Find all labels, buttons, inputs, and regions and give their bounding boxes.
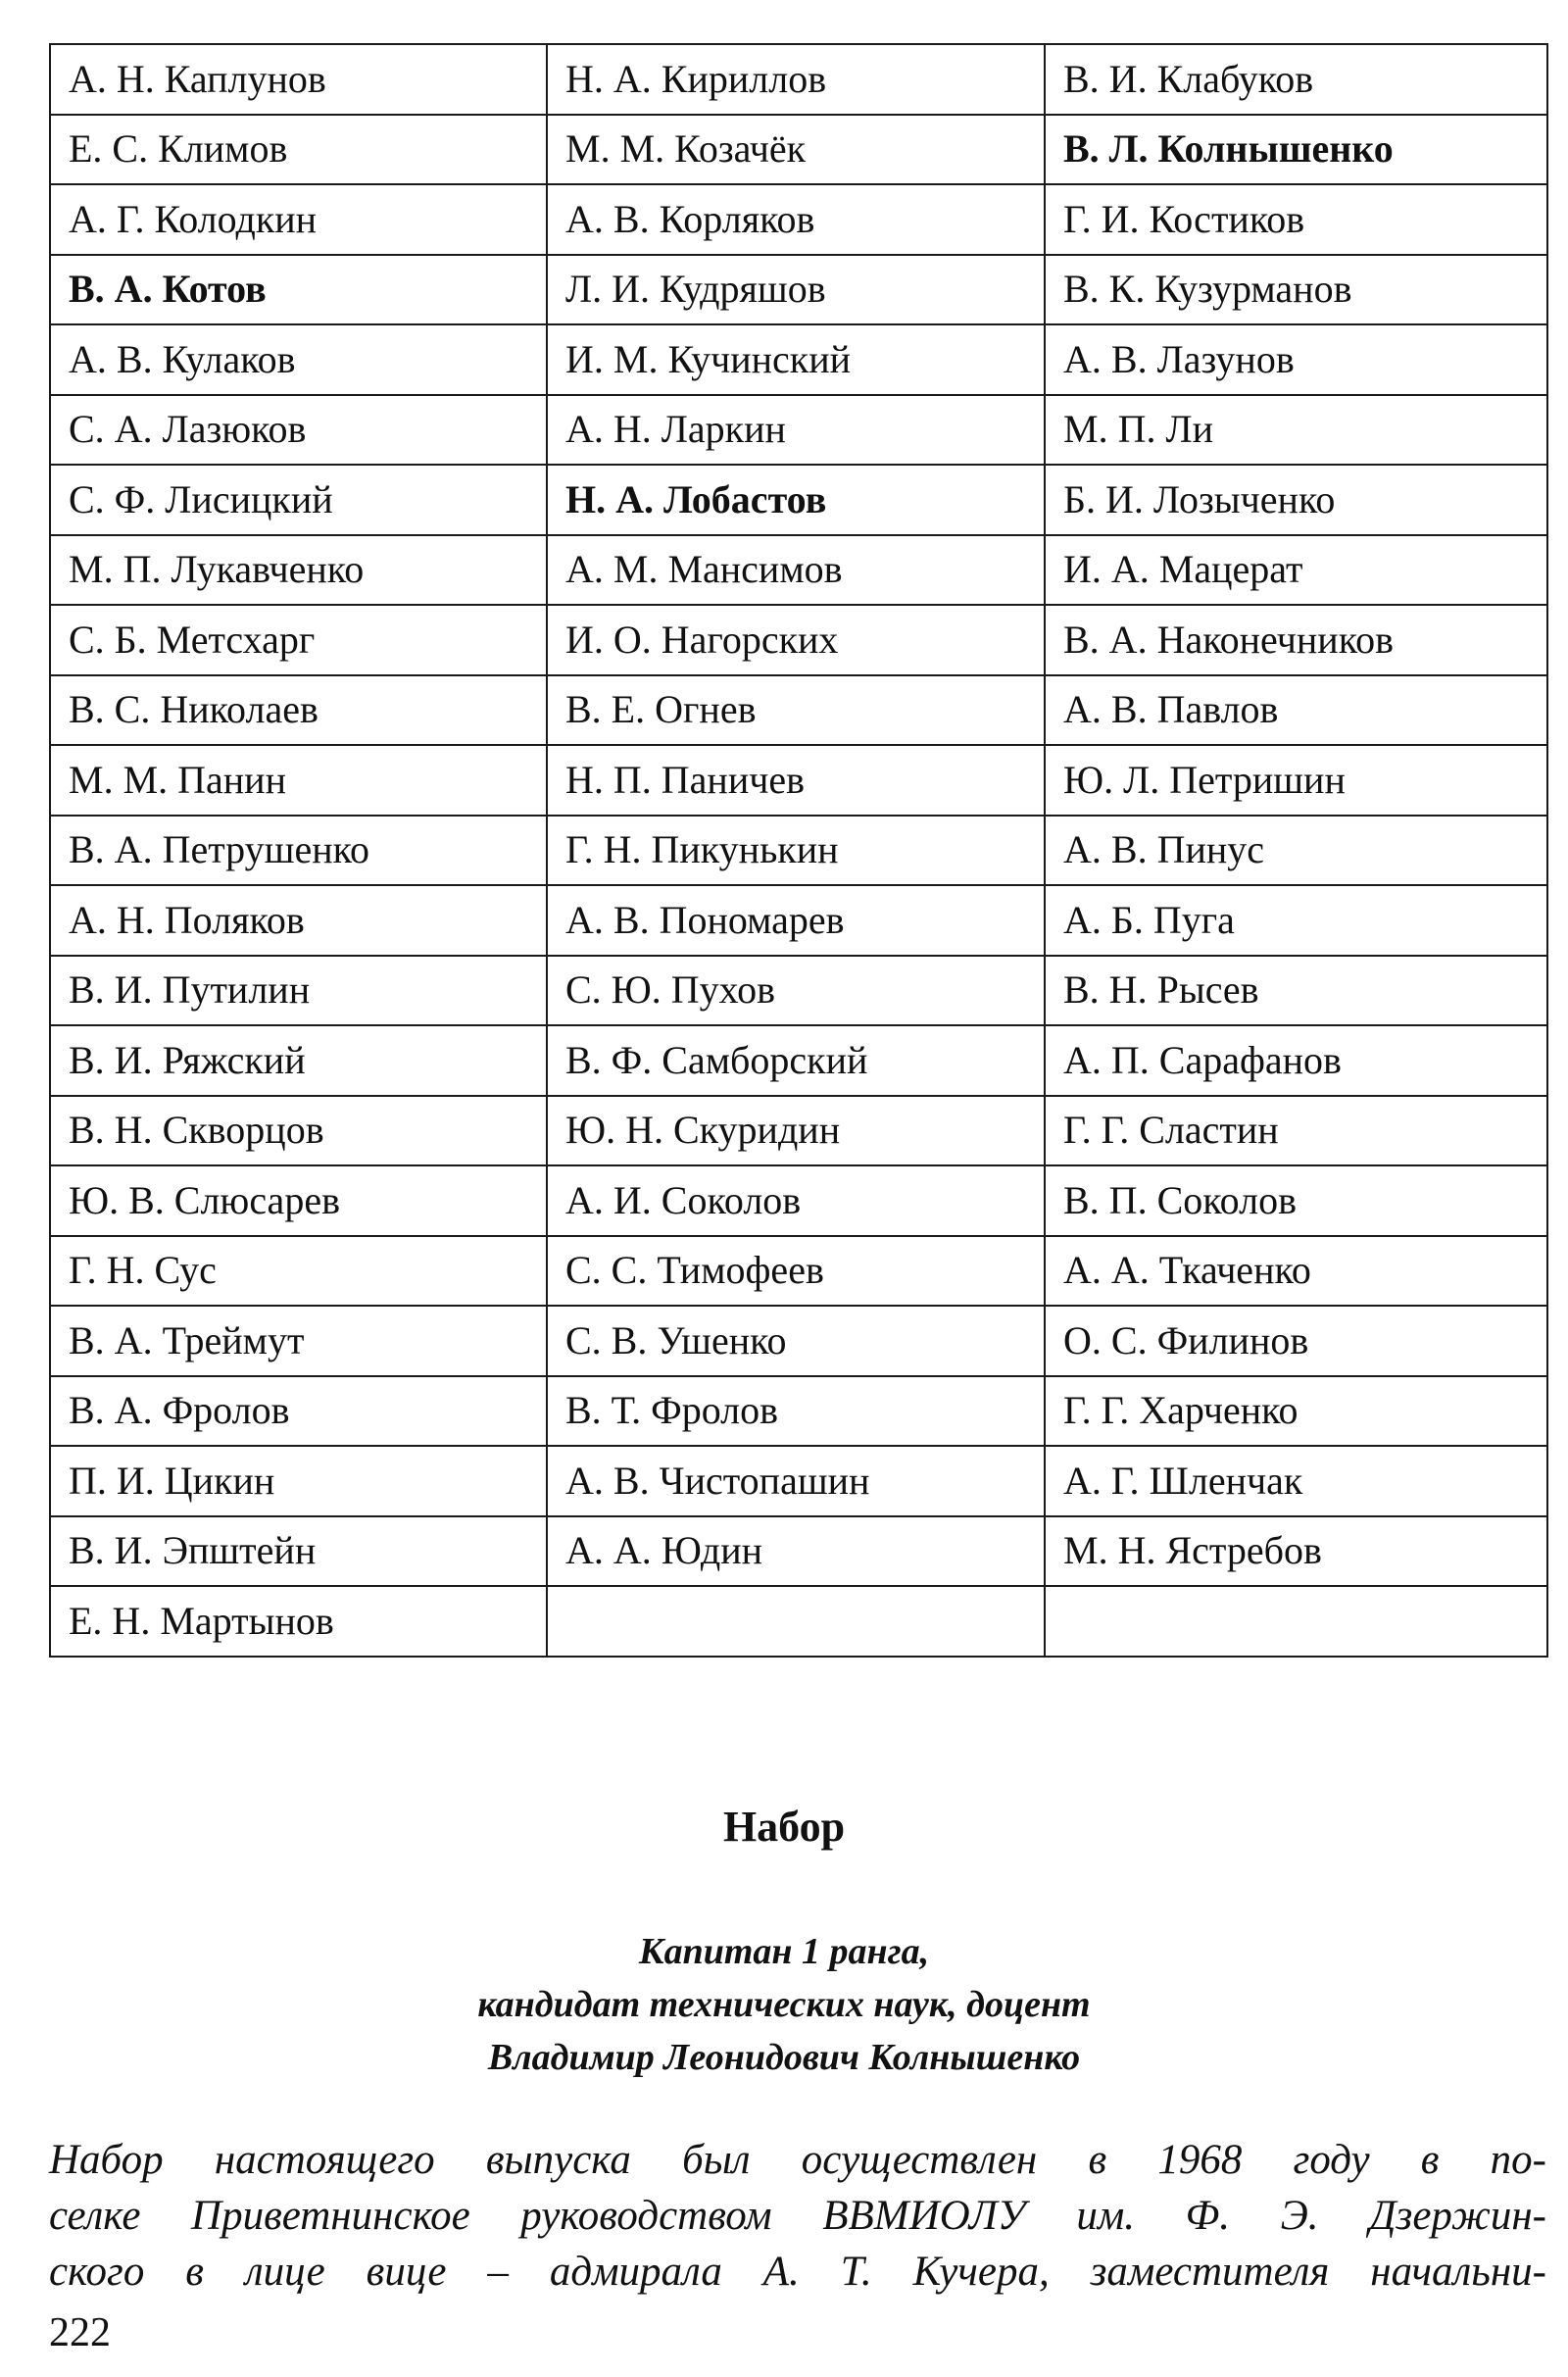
author-name-line: Владимир Леонидович Колнышенко	[487, 2037, 1081, 2078]
table-cell: М. М. Козачёк	[547, 115, 1045, 185]
table-cell: А. Б. Пуга	[1045, 885, 1547, 956]
table-cell: Г. Н. Сус	[50, 1236, 547, 1307]
table-cell: В. А. Петрушенко	[50, 816, 547, 886]
table-row	[50, 885, 1547, 956]
body-line: Набор настоящего выпуска был осуществлен в 1968 году в по-	[49, 2137, 1546, 2183]
table-cell: А. А. Юдин	[547, 1516, 1045, 1587]
table-cell: В. К. Кузурманов	[1045, 255, 1547, 325]
table-row	[50, 1586, 1547, 1657]
table-cell: С. Ю. Пухов	[547, 956, 1045, 1026]
table-row	[50, 255, 1547, 325]
table-cell: А. В. Пономарев	[547, 885, 1045, 956]
table-row	[50, 1516, 1547, 1587]
table-row	[50, 605, 1547, 675]
table-cell: В. И. Клабуков	[1045, 44, 1547, 115]
table-cell: И. О. Нагорских	[547, 605, 1045, 675]
table-cell: Г. Г. Харченко	[1045, 1376, 1547, 1447]
table-cell: Ю. Л. Петришин	[1045, 745, 1547, 816]
table-row	[50, 1096, 1547, 1166]
table-cell: А. В. Чистопашин	[547, 1446, 1045, 1516]
table-cell	[547, 1586, 1045, 1657]
author-rank-line: Капитан 1 ранга,	[638, 1931, 930, 1972]
body-line: селке Приветнинское руководством ВВМИОЛУ им. Ф. Э. Дзержин-	[49, 2193, 1546, 2239]
page-number: 222	[49, 2310, 111, 2355]
table-cell: Е. С. Климов	[50, 115, 547, 185]
table-cell: В. С. Николаев	[50, 675, 547, 746]
table-cell: Е. Н. Мартынов	[50, 1586, 547, 1657]
table-cell: И. М. Кучинский	[547, 324, 1045, 395]
table-cell: М. П. Ли	[1045, 395, 1547, 466]
table-cell: О. С. Филинов	[1045, 1306, 1547, 1376]
table-cell: А. В. Пинус	[1045, 816, 1547, 886]
table-cell: С. В. Ушенко	[547, 1306, 1045, 1376]
table-row	[50, 956, 1547, 1026]
table-row	[50, 745, 1547, 816]
section-title: Набор	[722, 1803, 846, 1851]
table-cell: В. И. Эпштейн	[50, 1516, 547, 1587]
table-cell	[1045, 1586, 1547, 1657]
table-cell: Г. И. Костиков	[1045, 184, 1547, 255]
table-row	[50, 816, 1547, 886]
table-cell: С. Ф. Лисицкий	[50, 465, 547, 535]
table-row	[50, 465, 1547, 535]
table-cell: В. И. Ряжский	[50, 1025, 547, 1096]
table-cell: А. В. Кулаков	[50, 324, 547, 395]
body-paragraph	[49, 2132, 1546, 2300]
table-row	[50, 1236, 1547, 1307]
table-row	[50, 1306, 1547, 1376]
table-cell: А. Н. Ларкин	[547, 395, 1045, 466]
table-row	[50, 1446, 1547, 1516]
table-cell: Б. И. Лозыченко	[1045, 465, 1547, 535]
table-cell: В. Н. Рысев	[1045, 956, 1547, 1026]
table-cell: В. И. Путилин	[50, 956, 547, 1026]
table-row	[50, 44, 1547, 115]
table-cell: С. С. Тимофеев	[547, 1236, 1045, 1307]
table-cell: А. П. Сарафанов	[1045, 1025, 1547, 1096]
table-cell: Г. Н. Пикунькин	[547, 816, 1045, 886]
table-cell: С. Б. Метсхарг	[50, 605, 547, 675]
table-cell: А. В. Лазунов	[1045, 324, 1547, 395]
author-block	[0, 1925, 1568, 2084]
table-row	[50, 1025, 1547, 1096]
table-row	[50, 1376, 1547, 1447]
table-cell: В. А. Наконечников	[1045, 605, 1547, 675]
table-cell: М. М. Панин	[50, 745, 547, 816]
table-cell: А. Н. Поляков	[50, 885, 547, 956]
table-cell: Н. А. Лобастов	[547, 465, 1045, 535]
table-cell: А. В. Корляков	[547, 184, 1045, 255]
author-degree-line: кандидат технических наук, доцент	[477, 1984, 1091, 2025]
table-row	[50, 184, 1547, 255]
graduates-table	[49, 43, 1548, 1658]
body-line: ского в лице вице – адмирала А. Т. Кучера, заместителя начальни-	[49, 2249, 1546, 2295]
table-cell: А. И. Соколов	[547, 1165, 1045, 1236]
table-cell: П. И. Цикин	[50, 1446, 547, 1516]
table-row	[50, 324, 1547, 395]
table-cell: М. Н. Ястребов	[1045, 1516, 1547, 1587]
table-cell: В. Т. Фролов	[547, 1376, 1045, 1447]
table-cell: Л. И. Кудряшов	[547, 255, 1045, 325]
table-cell: В. Л. Колнышенко	[1045, 115, 1547, 185]
table-cell: Н. А. Кириллов	[547, 44, 1045, 115]
table-cell: В. Е. Огнев	[547, 675, 1045, 746]
table-cell: А. В. Павлов	[1045, 675, 1547, 746]
table-cell: В. Ф. Самборский	[547, 1025, 1045, 1096]
table-row	[50, 1165, 1547, 1236]
table-cell: А. Г. Шленчак	[1045, 1446, 1547, 1516]
graduates-table-body	[50, 44, 1547, 1657]
table-cell: С. А. Лазюков	[50, 395, 547, 466]
table-row	[50, 395, 1547, 466]
table-cell: А. Н. Каплунов	[50, 44, 547, 115]
table-row	[50, 535, 1547, 606]
table-cell: В. А. Треймут	[50, 1306, 547, 1376]
table-row	[50, 675, 1547, 746]
table-cell: В. Н. Скворцов	[50, 1096, 547, 1166]
table-cell: В. А. Фролов	[50, 1376, 547, 1447]
table-cell: А. М. Мансимов	[547, 535, 1045, 606]
table-cell: Ю. В. Слюсарев	[50, 1165, 547, 1236]
table-cell: А. А. Ткаченко	[1045, 1236, 1547, 1307]
table-cell: Г. Г. Сластин	[1045, 1096, 1547, 1166]
table-cell: М. П. Лукавченко	[50, 535, 547, 606]
table-cell: А. Г. Колодкин	[50, 184, 547, 255]
table-cell: Ю. Н. Скуридин	[547, 1096, 1045, 1166]
table-cell: Н. П. Паничев	[547, 745, 1045, 816]
table-cell: И. А. Мацерат	[1045, 535, 1547, 606]
table-cell: В. П. Соколов	[1045, 1165, 1547, 1236]
table-cell: В. А. Котов	[50, 255, 547, 325]
table-row	[50, 115, 1547, 185]
